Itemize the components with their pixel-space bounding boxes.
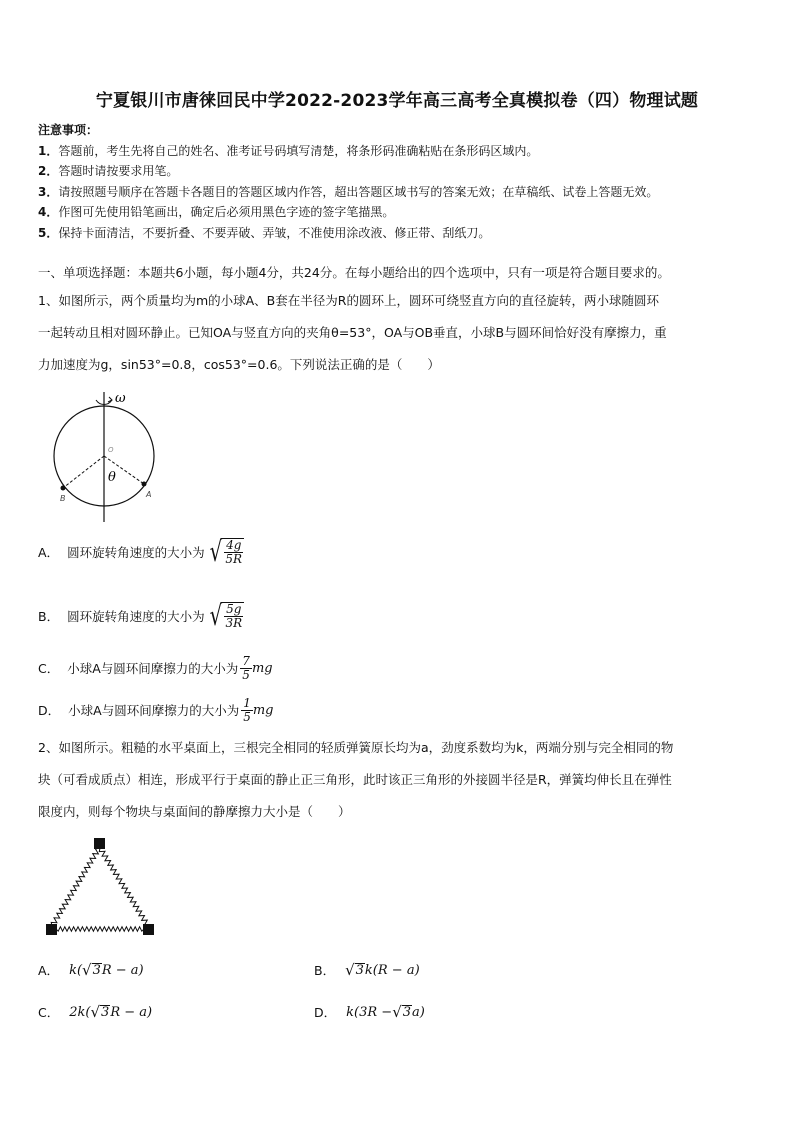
spring-right (99, 848, 148, 926)
q2-line3: 限度内，则每个物块与桌面间的静摩擦力大小是（ ） (38, 804, 351, 819)
q2-option-d[interactable]: D． k(3R − √ 3 a) (314, 1003, 425, 1021)
notes-item: 5．保持卡面清洁，不要折叠、不要弄破、弄皱，不准使用涂改液、修正带、刮纸刀。 (38, 225, 491, 240)
q1-option-b[interactable]: B． 圆环旋转角速度的大小为 √ $\frac{5g}{3R}$ (38, 599, 243, 632)
question-2 (38, 732, 758, 828)
block-right (143, 924, 154, 935)
fraction-expression: $\frac{7}{5}$ mg (242, 653, 273, 682)
q2-option-b[interactable]: B． √ 3 k(R − a) (314, 961, 420, 979)
q1-option-a[interactable]: A． 圆环旋转角速度的大小为 √ $\frac{4g}{5R}$ (38, 535, 243, 568)
center-label: O (108, 446, 114, 454)
spring-bottom (56, 927, 144, 931)
q2-option-c[interactable]: C． 2k( √ 3 R − a) (38, 1003, 153, 1021)
label-a: A (146, 490, 152, 499)
theta-label: θ (108, 470, 116, 485)
q2-line1: 2、如图所示。粗糙的水平桌面上，三根完全相同的轻质弹簧原长均为a，劲度系数均为k，两端分别与完全相同的物 (38, 740, 674, 755)
section-heading: 一、单项选择题：本题共6小题，每小题4分，共24分。在每小题给出的四个选项中，只有一项是符合题目要求的。 (38, 265, 670, 280)
label-b: B (60, 494, 66, 503)
q1-line1: 1、如图所示，两个质量均为m的小球A、B套在半径为R的圆环上，圆环可绕竖直方向的直径旋转，两小球随圆环 (38, 293, 659, 308)
fraction-expression: $\frac{1}{5}$ mg (243, 695, 274, 724)
ball-b (61, 486, 66, 491)
notes-item: 1．答题前，考生先将自己的姓名、准考证号码填写清楚，将条形码准确粘贴在条形码区域内。 (38, 143, 539, 158)
notes-section (38, 120, 658, 243)
omega-label: ω (115, 391, 126, 406)
spring-left (51, 848, 99, 926)
q2-option-a[interactable]: A． k( √ 3 R − a) (38, 961, 144, 979)
q2-line2: 块（可看成质点）相连，形成平行于桌面的静止正三角形，此时该正三角形的外接圆半径是R，弹簧均伸长且在弹性 (38, 772, 672, 787)
notes-item: 2．答题时请按要求用笔。 (38, 164, 179, 178)
sqrt-expression: √ $\frac{5g}{3R}$ (209, 599, 243, 632)
q1-line2: 一起转动且相对圆环静止。已知OA与竖直方向的夹角θ=53°，OA与OB垂直，小球B与圆环间恰好没有摩擦力，重 (38, 325, 667, 340)
q1-option-d[interactable]: D． 小球A与圆环间摩擦力的大小为 $\frac{1}{5}$ mg (38, 695, 274, 724)
ring-figure (48, 388, 168, 528)
block-top (94, 838, 105, 849)
q1-line3: 力加速度为g，sin53°=0.8，cos53°=0.6。下列说法正确的是（ ） (38, 357, 440, 372)
spring-triangle-figure (44, 836, 164, 936)
exam-title: 宁夏银川市唐徕回民中学2022-2023学年高三高考全真模拟卷（四）物理试题 (95, 91, 699, 111)
block-left (46, 924, 57, 935)
ball-a (142, 482, 147, 487)
sqrt-expression: √ $\frac{4g}{5R}$ (209, 535, 243, 568)
question-1 (38, 285, 758, 381)
notes-header: 注意事项： (38, 123, 99, 137)
notes-item: 4．作图可先使用铅笔画出，确定后必须用黑色字迹的签字笔描黑。 (38, 205, 395, 219)
q1-option-c[interactable]: C． 小球A与圆环间摩擦力的大小为 $\frac{7}{5}$ mg (38, 653, 273, 682)
notes-item: 3．请按照题号顺序在答题卡各题目的答题区域内作答，超出答题区域书写的答案无效；在草稿纸、试卷上答题无效。 (38, 184, 659, 199)
